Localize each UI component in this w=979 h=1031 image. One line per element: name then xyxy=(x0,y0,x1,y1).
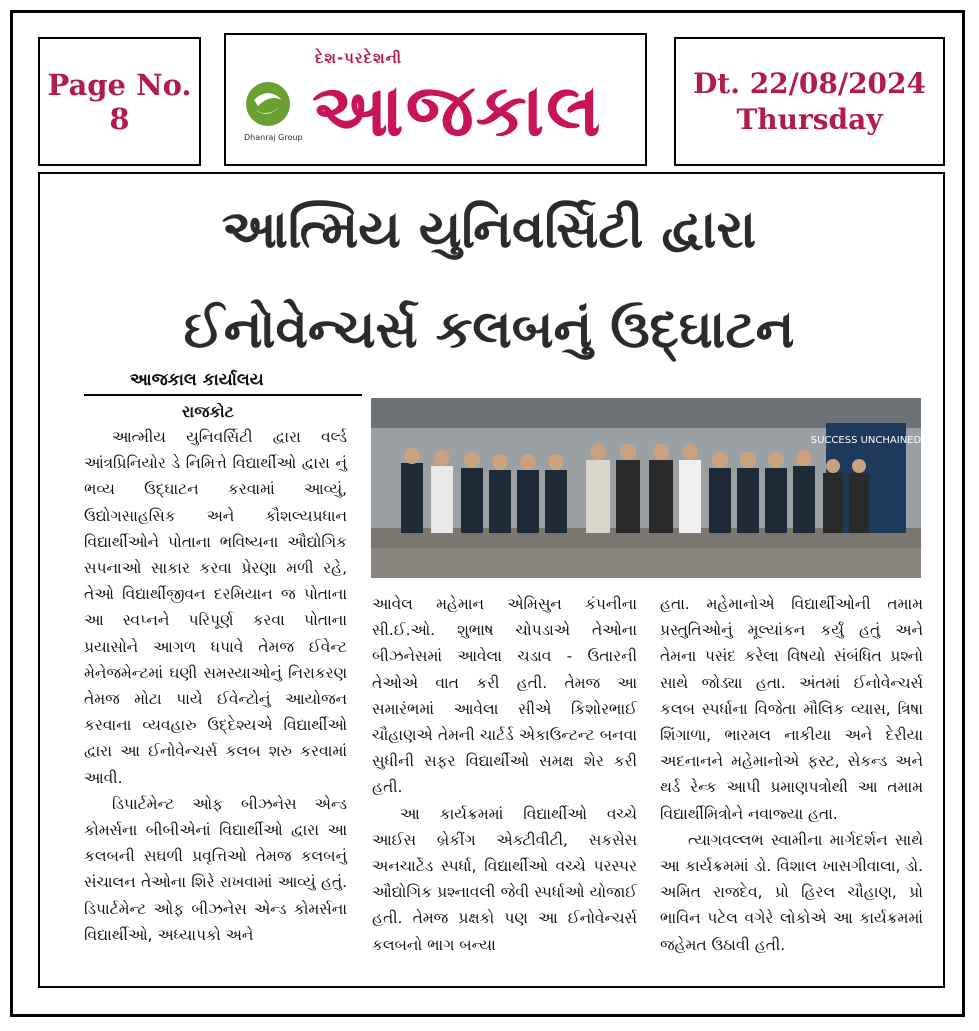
date-box xyxy=(674,37,945,166)
event-photo xyxy=(371,398,921,578)
paragraph: આ કાર્યક્રમમાં વિદ્યાર્થીઓ વચ્ચે આઈસ બ્રેકીંગ એક્ટીવીટી, સકસેસ અનચાર્ટેડ સ્પર્ધા, વિદ્યાર્થીઓ વચ્ચે પરસ્પર ઔદ્યોગિક પ્રશ્નાવલી જેવી સ્પર્ધાઓ યોજાઈ હતી. તેમજ પ્રક્ષકો પણ આ ઈનોવેન્ચર્સ કલબનો ભાગ બન્યા xyxy=(372,804,637,954)
paragraph: આવેલ મહેમાન એમિસુન કંપનીના સી.ઈ.ઓ. શુભાષ ચોપડાએ તેઓના બીઝનેસમાં આવેલા ચડાવ - ઉતારની તેઓએ વાત કરી હતી. તેમજ આ સમારંભમાં આવેલા સીએ કિશોરભાઈ ચૌહાણએ તેમની ચાર્ટર્ડ એકાઉન્ટન્ટ બનવા સુધીની સફર વિદ્યાર્થીઓ સમક્ષ શેર કરી હતી. xyxy=(372,595,637,797)
paragraph: ત્યાગવલ્લભ સ્વામીના માર્ગદર્શન સાથે આ કાર્યક્રમમાં ડો. વિશાલ ખાસગીવાલા, ડો. અમિત રાજદેવ, પ્રો હિરલ ચૌહાણ, પ્રો ભાવિન પટેલ વગેરે લોકોએ આ કાર્યક્રમમાં જહેમત ઉઠાવી હતી. xyxy=(660,830,923,954)
headline-line-2: ઈનોવેન્ચર્સ કલબનું ઉદ્ઘાટન xyxy=(183,300,795,360)
paragraph: ડિપાર્ટમેન્ટ ઓફ બીઝનેસ એન્ડ કોમર્સના બીબીએનાં વિદ્યાર્થીઓ દ્વારા આ કલબની સઘળી પ્રવૃત્તિઓ તેમજ કલબનું સંચાલન તેઓના શિરે રાખવામાં આવ્યું હતું. ડિપાર્ટમેન્ટ ઓફ બીઝનેસ એન્ડ કોમર્સના વિદ્યાર્થીઓ, અધ્યાપકો અને xyxy=(84,794,347,944)
paragraph: હતા. મહેમાનોએ વિદ્યાર્થીઓની તમામ પ્રસ્તુતિઓનું મૂલ્યાંકન કર્યું હતું અને તેમના પસંદ કરેલા વિષયો સંબંધિત પ્રશ્નો સાથે જોડ્યા હતા. અંતમાં ઈનોવેન્ચર્સ કલબ સ્પર્ધાના વિજેતા મૌલિક વ્યાસ, ત્રિષા શિંગાળા, ભારમલ નાકીયા અને દેરીયા અદનાનને મહેમાનોએ ફસ્ટ, સેકન્ડ અને થર્ડ રેન્ક આપી પ્રમાણપત્રોથી આ તમામ વિદ્યાર્થીમિત્રોને નવાજ્યા હતા. xyxy=(660,595,923,823)
article-column-2 xyxy=(372,591,637,958)
headline-line-1: આત્મિય યુનિવર્સિટી દ્વારા xyxy=(221,200,757,260)
article-column-1 xyxy=(84,424,347,948)
page-number: 8 xyxy=(109,101,130,136)
masthead-title: આજકાલ xyxy=(312,68,603,152)
date-line: Dt. 22/08/2024 xyxy=(692,66,927,100)
masthead xyxy=(224,33,647,166)
brand-name: Dhanraj Group xyxy=(244,133,303,142)
page-label: Page No. xyxy=(47,67,192,102)
byline-divider xyxy=(84,394,362,396)
dateline-place: રાજકોટ xyxy=(182,402,234,421)
byline: આજકાલ કાર્યાલય xyxy=(130,370,264,390)
masthead-tagline: દેશ-પરદેશની xyxy=(315,49,403,67)
photo-banner-text: SUCCESS UNCHAINED xyxy=(810,435,921,446)
article-column-3 xyxy=(660,591,923,958)
dhanraj-logo-icon xyxy=(244,80,292,128)
event-group-photo-image xyxy=(371,398,921,578)
headline xyxy=(40,180,938,380)
paragraph: આત્મીય યુનિવર્સિટી દ્વારા વર્લ્ડ આંત્રપ્રિનિયોર ડે નિમિત્તે વિદ્યાર્થીઓ દ્વારા નું ભવ્ય ઉદ્ઘાટન કરવામાં આવ્યું, ઉદ્યોગસાહસિક અને કૌશલ્યપ્રધાન વિદ્યાર્થીઓને પોતાના ભવિષ્યના ઔદ્યોગિક સપનાઓ સાકાર કરવા પ્રેરણા મળી રહે, તેઓ વિદ્યાર્થીજીવન દરમિયાન જ પોતાના આ સ્વપ્નને પરિપૂર્ણ કરવા પોતાના પ્રયાસોને આગળ ધપાવે તેમજ ઈવેન્ટ મેનેજમેન્ટમાં ઘણી સમસ્યાઓનું નિરાકરણ તેમજ મોટા પાયે ઈવેન્ટોનું આયોજન કરવાના વ્યવહારુ ઉદ્દેશ્યએ વિદ્યાર્થીઓ દ્વારા આ ઈનોવેન્ચર્સ કલબ શરુ કરવામાં આવી. xyxy=(84,428,347,787)
page-number-box xyxy=(38,37,201,166)
day-line: Thursday xyxy=(736,102,883,136)
